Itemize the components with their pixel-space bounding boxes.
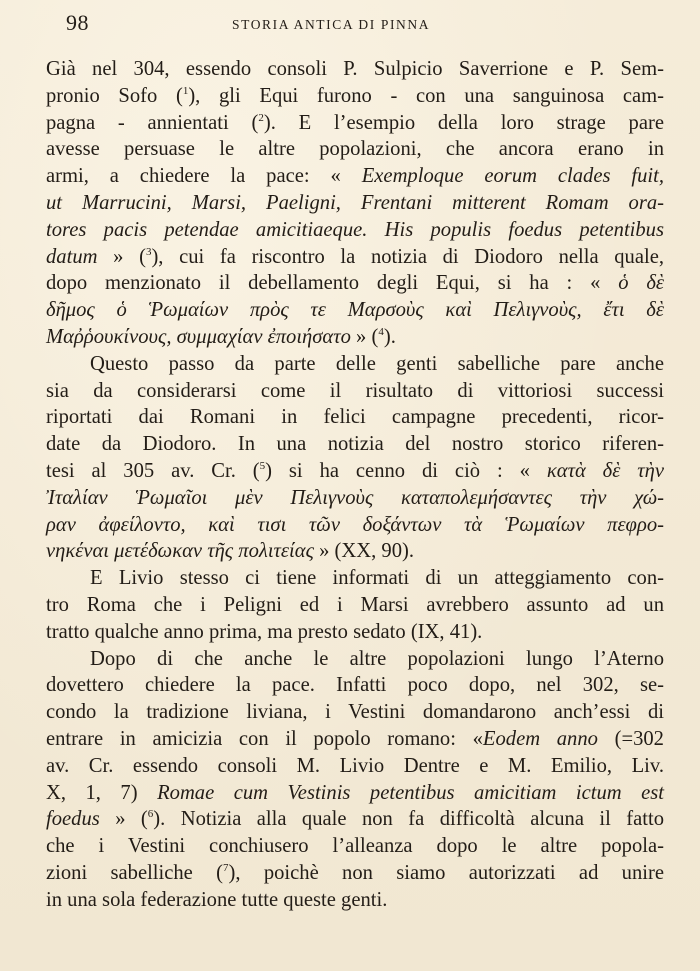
paragraph <box>46 646 664 914</box>
text-segment: Dopo di che anche le altre popolazioni lungo l’Aterno <box>90 647 664 670</box>
text-segment: av. Cr. essendo consoli M. Livio Dentre e M. Emilio, Liv. <box>46 754 664 777</box>
text-segment: ), gli Equi furono - con una sanguinosa cam- <box>188 84 665 107</box>
text-segment: Questo passo da parte delle genti sabelliche pare anche <box>90 352 664 375</box>
quoted-text: datum <box>46 245 98 268</box>
text-line <box>46 619 664 646</box>
text-segment: (=302 <box>597 727 664 750</box>
quoted-text: foedus <box>46 808 100 831</box>
footnote-ref: 7 <box>223 862 229 875</box>
text-line <box>46 56 664 83</box>
text-segment: » ( <box>350 325 379 348</box>
text-line <box>46 324 664 351</box>
footnote-ref: 3 <box>145 245 152 258</box>
text-line <box>46 83 664 110</box>
text-segment: avesse persuase le altre popolazioni, che ancora erano in <box>46 138 664 161</box>
text-segment: date da Diodoro. In una notizia del nostro storico riferen- <box>46 433 664 456</box>
running-title: STORIA ANTICA DI PINNA <box>232 17 431 32</box>
text-segment: ), cui fa riscontro la notizia di Diodoro nella quale, <box>151 245 665 268</box>
text-segment: » ( <box>97 245 146 268</box>
text-segment: tro Roma che i Peligni ed i Marsi avrebbero assunto ad un <box>46 593 664 616</box>
paragraph <box>46 56 664 351</box>
text-segment: » ( <box>99 808 148 831</box>
footnote-ref: 1 <box>182 84 189 97</box>
text-line <box>46 351 664 378</box>
text-line <box>46 780 664 807</box>
text-segment: Già nel 304, essendo consoli P. Sulpicio Saverrione e P. Sem- <box>46 58 664 80</box>
text-segment: pronio Sofo ( <box>46 84 183 107</box>
text-line <box>46 833 664 860</box>
text-line <box>46 672 664 699</box>
footnote-ref: 2 <box>258 111 264 124</box>
text-segment: che i Vestini conchiusero l’alleanza dopo le altre popola- <box>46 835 664 858</box>
quoted-text: tores pacis petendae amicitiaeque. His populis foedus petentibus <box>46 218 664 241</box>
text-line <box>46 136 664 163</box>
page-header <box>44 10 664 40</box>
footnote-ref: 4 <box>378 326 384 339</box>
footnote-ref: 6 <box>147 808 154 821</box>
text-segment: condo la tradizione liviana, i Vestini domandarono anch’essi di <box>46 701 664 724</box>
paragraph <box>46 565 664 645</box>
text-segment: tratto qualche anno prima, ma presto sedato (IX, 41). <box>46 620 483 643</box>
text-line <box>46 699 664 726</box>
text-segment: ) si ha cenno di ciò : « <box>265 459 547 482</box>
text-segment: dopo menzionato il debellamento degli Equi, si ha : « <box>46 272 619 295</box>
text-line <box>46 565 664 592</box>
text-segment: E Livio stesso ci tiene informati di un atteggiamento con- <box>90 567 664 590</box>
text-segment: dovettero chiedere la pace. Infatti poco dopo, nel 302, se- <box>46 674 664 697</box>
text-line <box>46 378 664 405</box>
text-line <box>46 726 664 753</box>
text-segment: ). E l’esempio della loro strage pare <box>263 111 664 134</box>
text-segment: ), poichè non siamo autorizzati ad unire <box>228 861 664 884</box>
text-segment: armi, a chiedere la pace: « <box>46 165 362 188</box>
quoted-text: κατὰ δὲ τὴν <box>546 459 664 482</box>
quoted-text: Eodem anno <box>482 727 598 750</box>
text-segment: ). <box>383 325 396 348</box>
quoted-text: Μαῤῥουκίνους, συμμαχίαν ἐποιήσατο <box>46 325 351 348</box>
text-segment: riportati dai Romani in felici campagne precedenti, ricor- <box>46 406 664 429</box>
quoted-text: νηκέναι μετέδωκαν τῆς πολιτείας <box>46 540 314 563</box>
text-line <box>46 592 664 619</box>
text-line <box>46 270 664 297</box>
text-segment: tesi al 305 av. Cr. ( <box>46 459 260 482</box>
text-segment: sia da considerarsi come il risultato di vittoriosi successi <box>46 379 664 402</box>
paragraph <box>46 351 664 565</box>
text-line <box>46 244 664 271</box>
text-line <box>46 512 664 539</box>
text-line <box>46 485 664 512</box>
text-segment: in una sola federazione tutte queste genti. <box>46 888 388 911</box>
text-line <box>46 110 664 137</box>
page-body <box>46 56 664 914</box>
text-line <box>46 646 664 673</box>
text-line <box>46 458 664 485</box>
text-segment: entrare in amicizia con il popolo romano: « <box>46 727 483 750</box>
quoted-text: ὁ δὲ <box>618 272 665 295</box>
text-line <box>46 190 664 217</box>
text-segment: zioni sabelliche ( <box>46 861 223 884</box>
quoted-text: Exemploque eorum clades fuit, <box>361 165 664 188</box>
page-number: 98 <box>66 10 89 35</box>
text-segment: » (XX, 90). <box>313 540 415 563</box>
text-segment: pagna - annientati ( <box>46 111 259 134</box>
text-segment: ). Notizia alla quale non fa difficoltà alcuna il fatto <box>153 808 664 831</box>
text-line <box>46 806 664 833</box>
footnote-ref: 5 <box>259 460 266 473</box>
text-line <box>46 217 664 244</box>
text-segment: X, 1, 7) <box>46 781 158 804</box>
quoted-text: δῆμος ὁ Ῥωμαίων πρὸς τε Μαρσοὺς καὶ Πελιγνοὺς, ἔτι δὲ <box>46 299 664 322</box>
quoted-text: ut Marrucini, Marsi, Paeligni, Frentani mitterent Romam ora- <box>46 191 664 214</box>
quoted-text: ραν ἀφείλοντο, καὶ τισι τῶν δοξάντων τὰ Ῥωμαίων πεφρο- <box>46 513 664 536</box>
text-line <box>46 163 664 190</box>
text-line <box>46 538 664 565</box>
quoted-text: Ἰταλίαν Ῥωμαῖοι μὲν Πελιγνοὺς καταπολεμήσαντες τὴν χώ- <box>46 486 664 509</box>
text-line <box>46 404 664 431</box>
text-line <box>46 431 664 458</box>
text-line <box>46 860 664 887</box>
text-line <box>46 887 664 914</box>
quoted-text: Romae cum Vestinis petentibus amicitiam ictum est <box>157 781 664 804</box>
text-line <box>46 753 664 780</box>
text-line <box>46 297 664 324</box>
